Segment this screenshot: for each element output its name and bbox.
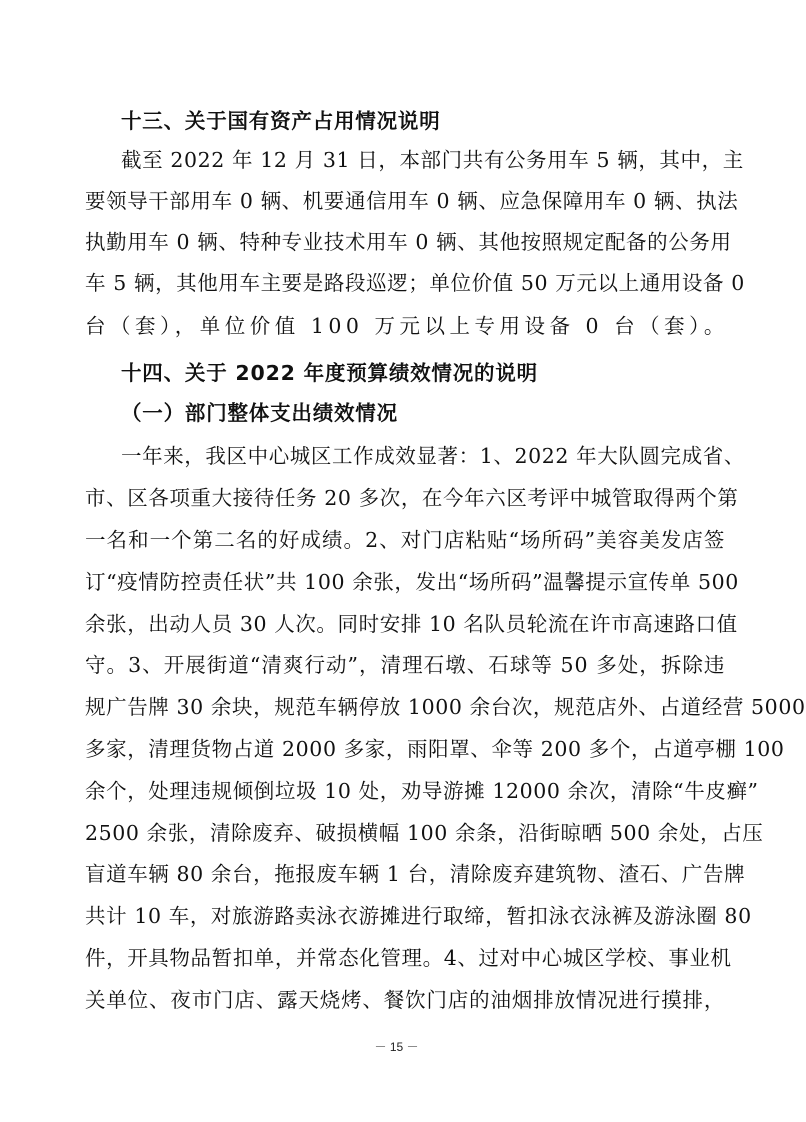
paragraph-line: 车 5 辆，其他用车主要是路段巡逻；单位价值 50 万元以上通用设备 0 — [85, 271, 745, 295]
paragraph-line: 多家，清理货物占道 2000 多家，雨阳罩、伞等 200 多个，占道亭棚 100 — [85, 737, 785, 761]
paragraph-line: 守。3、开展街道“清爽行动”，清理石墩、石球等 50 多处，拆除违 — [85, 653, 726, 677]
paragraph-line: 一年来，我区中心城区工作成效显著：1、2022 年大队圆完成省、 — [121, 444, 745, 468]
paragraph-line: 台（套），单位价值 100 万元以上专用设备 0 台（套）。 — [85, 314, 729, 338]
paragraph-line: 共计 10 车，对旅游路卖泳衣游摊进行取缔，暂扣泳衣泳裤及游泳圈 80 — [85, 904, 752, 928]
paragraph-line: 市、区各项重大接待任务 20 多次，在今年六区考评中城管取得两个第 — [85, 486, 739, 510]
paragraph-line: 要领导干部用车 0 辆、机要通信用车 0 辆、应急保障用车 0 辆、执法 — [85, 189, 739, 213]
paragraph-line: 订“疫情防控责任状”共 100 余张，发出“场所码”温馨提示宣传单 500 — [85, 570, 739, 594]
section-heading-13: 十三、关于国有资产占用情况说明 — [121, 109, 441, 133]
paragraph-line: 余个，处理违规倾倒垃圾 10 处，劝导游摊 12000 余次，清除“牛皮癣” — [85, 779, 759, 803]
section-heading-14: 十四、关于 2022 年度预算绩效情况的说明 — [121, 361, 538, 385]
paragraph-line: 规广告牌 30 余块，规范车辆停放 1000 余台次，规范店外、占道经营 5000 — [85, 695, 806, 719]
paragraph-line: 一名和一个第二名的好成绩。2、对门店粘贴“场所码”美容美发店签 — [85, 528, 726, 552]
paragraph-line: 余张，出动人员 30 人次。同时安排 10 名队员轮流在许市高速路口值 — [85, 612, 738, 636]
paragraph-line: 件，开具物品暂扣单，并常态化管理。4、过对中心城区学校、事业机 — [85, 946, 732, 970]
paragraph-line: 盲道车辆 80 余台，拖报废车辆 1 台，清除废弃建筑物、渣石、广告牌 — [85, 862, 746, 886]
paragraph-line: 2500 余张，清除废弃、破损横幅 100 余条，沿街晾晒 500 余处，占压 — [85, 821, 764, 845]
page-number: － 15 － — [374, 1040, 419, 1054]
subsection-heading: （一）部门整体支出绩效情况 — [121, 401, 398, 425]
paragraph-line: 关单位、夜市门店、露天烧烤、餐饮门店的油烟排放情况进行摸排， — [85, 988, 726, 1012]
paragraph-line: 截至 2022 年 12 月 31 日，本部门共有公务用车 5 辆，其中，主 — [121, 148, 744, 172]
paragraph-line: 执勤用车 0 辆、特种专业技术用车 0 辆、其他按照规定配备的公务用 — [85, 230, 732, 254]
